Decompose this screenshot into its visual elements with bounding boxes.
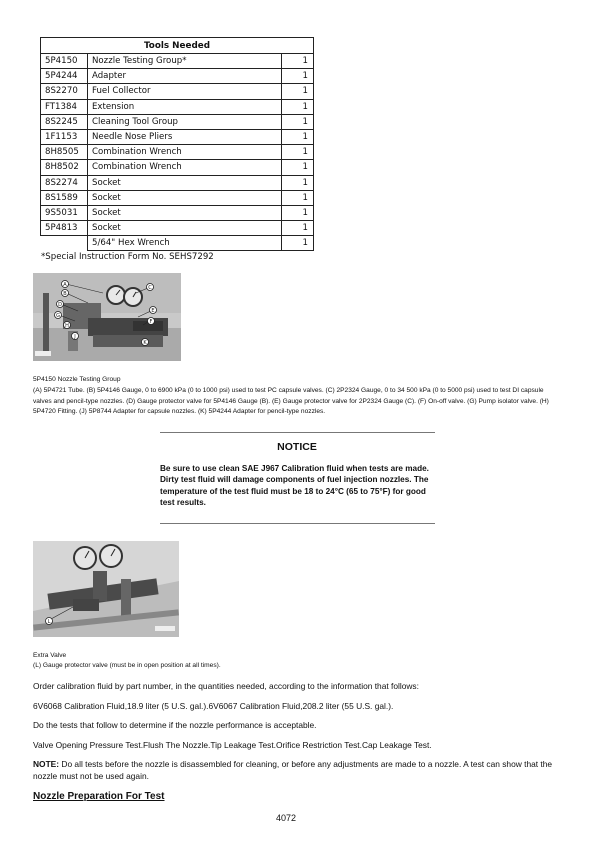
table-row bbox=[41, 175, 314, 190]
table-row bbox=[41, 69, 314, 84]
svg-text:E: E bbox=[151, 307, 155, 314]
tool-description: Combination Wrench bbox=[88, 160, 282, 175]
notice-top-rule bbox=[160, 432, 435, 433]
svg-text:B: B bbox=[63, 290, 67, 297]
figure1-title: 5P4150 Nozzle Testing Group bbox=[33, 376, 121, 383]
svg-text:F: F bbox=[149, 318, 153, 325]
tool-quantity: 1 bbox=[282, 84, 314, 99]
svg-text:H: H bbox=[65, 322, 69, 329]
svg-text:A: A bbox=[63, 281, 67, 288]
part-number: 8S2245 bbox=[41, 114, 88, 129]
figure1-caption: (A) 5P4721 Tube. (B) 5P4146 Gauge, 0 to 6900 kPa (0 to 1000 psi) used to test PC capsule valves. (C) 2P2324 Gauge, 0 to 34 500 kPa (0 to 5000 psi) used to test DI capsule valves and pencil-type nozzles. (D) Gauge protector valve for 5P4146 Gauge (B). (E) Gauge protector valve for 2P2324 Gauge (C). (F) On-off valve. (G) Pump isolator valve. (H) 5P4720 Fitting. (J) 5P8744 Adapter for capsule nozzles. (K) 5P4244 Adapter for pencil-type nozzles. bbox=[33, 387, 549, 415]
extra-valve-illustration bbox=[33, 541, 179, 637]
svg-text:J: J bbox=[74, 333, 76, 340]
callout-e bbox=[150, 307, 157, 314]
note-text: Do all tests before the nozzle is disassembled for cleaning, or before any adjustments are made to a nozzle. A test can show that the nozzle must not be used again. bbox=[33, 759, 553, 781]
tool-description: Combination Wrench bbox=[88, 145, 282, 160]
tool-description: Needle Nose Pliers bbox=[88, 129, 282, 144]
callout-g bbox=[55, 312, 62, 319]
table-row bbox=[41, 221, 314, 236]
tool-description: Cleaning Tool Group bbox=[88, 114, 282, 129]
tool-description: Extension bbox=[88, 99, 282, 114]
extra-valve-photo bbox=[33, 541, 179, 637]
callout-b bbox=[62, 290, 69, 297]
tool-description: Nozzle Testing Group* bbox=[88, 54, 282, 69]
part-number: FT1384 bbox=[41, 99, 88, 114]
table-row bbox=[41, 205, 314, 220]
tool-quantity: 1 bbox=[282, 114, 314, 129]
part-number: 8S2274 bbox=[41, 175, 88, 190]
tests-list-paragraph: Valve Opening Pressure Test.Flush The Nozzle.Tip Leakage Test.Orifice Restriction Test.Cap Leakage Test. bbox=[33, 740, 432, 750]
callout-a bbox=[62, 281, 69, 288]
table-footnote: *Special Instruction Form No. SEHS7292 bbox=[41, 252, 214, 262]
part-number: 8H8502 bbox=[41, 160, 88, 175]
tools-needed-table bbox=[40, 37, 314, 251]
table-row bbox=[41, 114, 314, 129]
notice-title: NOTICE bbox=[277, 441, 317, 453]
tool-quantity: 1 bbox=[282, 129, 314, 144]
table-row bbox=[41, 190, 314, 205]
section-heading: Nozzle Preparation For Test bbox=[33, 791, 165, 802]
order-paragraph: Order calibration fluid by part number, in the quantities needed, according to the information that follows: bbox=[33, 681, 419, 691]
figure2-title: Extra Valve bbox=[33, 652, 67, 659]
table-row bbox=[41, 236, 314, 251]
tool-description: Fuel Collector bbox=[88, 84, 282, 99]
part-number: 8H8505 bbox=[41, 145, 88, 160]
note-paragraph bbox=[33, 759, 563, 782]
svg-text:L: L bbox=[47, 618, 51, 625]
nozzle-testing-group-illustration bbox=[33, 273, 181, 361]
tool-description: Socket bbox=[88, 175, 282, 190]
tool-description: 5/64" Hex Wrench bbox=[88, 236, 282, 251]
part-number: 1F1153 bbox=[41, 129, 88, 144]
tool-quantity: 1 bbox=[282, 160, 314, 175]
tool-description: Socket bbox=[88, 221, 282, 236]
figure2-caption: (L) Gauge protector valve (must be in open position at all times). bbox=[33, 662, 221, 669]
tool-quantity: 1 bbox=[282, 99, 314, 114]
callout-h bbox=[64, 322, 71, 329]
part-number: 5P4813 bbox=[41, 221, 88, 236]
svg-text:C: C bbox=[148, 284, 152, 291]
part-number: 8S1589 bbox=[41, 190, 88, 205]
part-number: 9S5031 bbox=[41, 205, 88, 220]
callout-k bbox=[142, 339, 149, 346]
tool-quantity: 1 bbox=[282, 205, 314, 220]
callout-d bbox=[57, 301, 64, 308]
tool-quantity: 1 bbox=[282, 145, 314, 160]
table-row bbox=[41, 84, 314, 99]
tool-quantity: 1 bbox=[282, 236, 314, 251]
svg-text:D: D bbox=[58, 301, 62, 308]
notice-body: Be sure to use clean SAE J967 Calibration fluid when tests are made. Dirty test fluid will damage components of fuel injection nozzles. The temperature of the test fluid must be 18 to 24°C (65 to 75°F) for good test results. bbox=[160, 464, 429, 507]
table-row bbox=[41, 99, 314, 114]
tool-description: Adapter bbox=[88, 69, 282, 84]
part-number: 5P4244 bbox=[41, 69, 88, 84]
table-row bbox=[41, 129, 314, 144]
callout-f bbox=[148, 318, 155, 325]
notice-bottom-rule bbox=[160, 523, 435, 524]
tool-quantity: 1 bbox=[282, 190, 314, 205]
nozzle-testing-group-photo bbox=[33, 273, 181, 361]
fluids-paragraph: 6V6068 Calibration Fluid,18.9 liter (5 U.S. gal.).6V6067 Calibration Fluid,208.2 liter (55 U.S. gal.). bbox=[33, 701, 394, 711]
table-row bbox=[41, 160, 314, 175]
tool-description: Socket bbox=[88, 205, 282, 220]
note-label: NOTE: bbox=[33, 759, 60, 769]
tests-intro-paragraph: Do the tests that follow to determine if the nozzle performance is acceptable. bbox=[33, 720, 317, 730]
tool-description: Socket bbox=[88, 190, 282, 205]
svg-text:K: K bbox=[143, 339, 147, 346]
tool-quantity: 1 bbox=[282, 69, 314, 84]
tools-table-header: Tools Needed bbox=[41, 38, 314, 54]
callout-c bbox=[147, 284, 154, 291]
callout-j bbox=[72, 333, 79, 340]
page-number: 4072 bbox=[276, 813, 297, 823]
callout-l bbox=[46, 618, 53, 625]
svg-text:G: G bbox=[56, 312, 60, 319]
tool-quantity: 1 bbox=[282, 175, 314, 190]
part-number: 5P4150 bbox=[41, 54, 88, 69]
part-number bbox=[41, 236, 88, 251]
tool-quantity: 1 bbox=[282, 54, 314, 69]
table-row bbox=[41, 145, 314, 160]
part-number: 8S2270 bbox=[41, 84, 88, 99]
table-row bbox=[41, 54, 314, 69]
tool-quantity: 1 bbox=[282, 221, 314, 236]
